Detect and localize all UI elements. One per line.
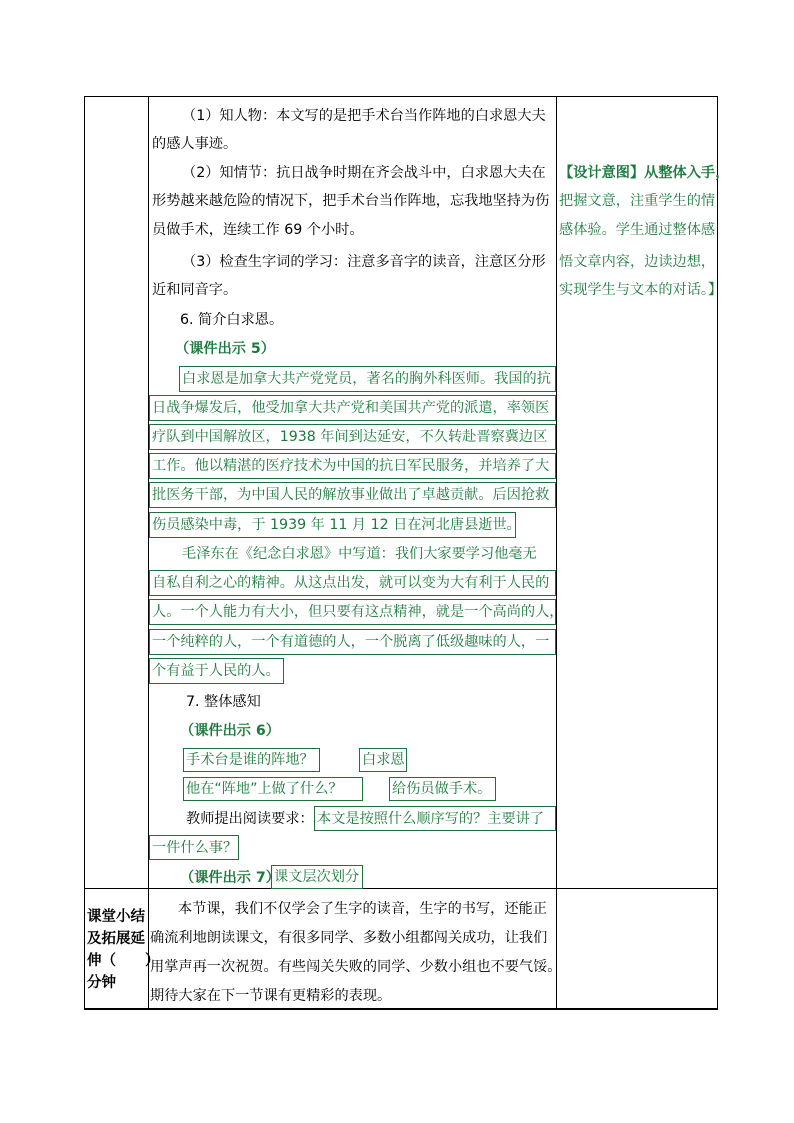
bio-line: 工作。他以精湛的医疗技术为中国的抗日军民服务，并培养了大 bbox=[152, 458, 550, 474]
step-7-heading: 7. 整体感知 bbox=[186, 694, 261, 710]
point-1-line-2: 的感人事迹。 bbox=[152, 136, 238, 152]
point-1-line-1: （1）知人物：本文写的是把手术台当作阵地的白求恩大夫 bbox=[182, 108, 546, 124]
table-col-divider-1 bbox=[148, 96, 149, 1010]
summary-text-line: 期待大家在下一节课有更精彩的表现。 bbox=[150, 988, 392, 1004]
table-row-divider bbox=[84, 888, 718, 889]
summary-label-line: 伸（ ） bbox=[87, 953, 160, 969]
teacher-requirement-prefix: 教师提出阅读要求： bbox=[186, 811, 314, 827]
table-border-top bbox=[84, 96, 718, 97]
teacher-question-line-1: 本文是按照什么顺序写的？主要讲了 bbox=[317, 811, 545, 827]
quote-line: 人。一个人能力有大小，但只要有这点精神，就是一个高尚的人， bbox=[152, 604, 564, 620]
answer-2: 给伤员做手术。 bbox=[392, 781, 492, 797]
quote-line: 毛泽东在《纪念白求恩》中写道：我们大家要学习他毫无 bbox=[182, 546, 537, 562]
design-note-line: 实现学生与文本的对话。】 bbox=[559, 282, 723, 298]
quote-line: 个有益于人民的人。 bbox=[152, 663, 280, 679]
design-note-line: 悟文章内容，边读边想， bbox=[559, 254, 716, 270]
question-1: 手术台是谁的阵地？ bbox=[186, 752, 314, 768]
point-2-line-3: 员做手术，连续工作 69 个小时。 bbox=[152, 222, 364, 238]
point-2-line-1: （2）知情节：抗日战争时期在齐会战斗中，白求恩大夫在 bbox=[182, 165, 546, 181]
quote-line: 自私自利之心的精神。从这点出发，就可以变为大有利于人民的 bbox=[152, 575, 550, 591]
courseware-label-6: （课件出示 6） bbox=[180, 723, 280, 739]
question-2: 他在“阵地”上做了什么？ bbox=[186, 781, 343, 797]
design-note-line: 感体验。学生通过整体感 bbox=[559, 222, 716, 238]
bio-line: 日战争爆发后，他受加拿大共产党和美国共产党的派遣，率领医 bbox=[152, 400, 550, 416]
point-3-line-2: 近和同音字。 bbox=[152, 282, 238, 298]
bio-line: 批医务干部，为中国人民的解放事业做出了卓越贡献。后因抢救 bbox=[152, 487, 550, 503]
summary-text-line: 本节课，我们不仅学会了生字的读音，生字的书写，还能正 bbox=[178, 901, 547, 917]
summary-label-line: 及拓展延 bbox=[87, 931, 145, 947]
layer-division: 课文层次划分 bbox=[274, 869, 360, 885]
summary-label-line: 课堂小结 bbox=[87, 909, 145, 925]
point-3-line-1: （3）检查生字词的学习：注意多音字的读音，注意区分形 bbox=[182, 254, 546, 270]
answer-1: 白求恩 bbox=[362, 752, 405, 768]
quote-line: 一个纯粹的人，一个有道德的人，一个脱离了低级趣味的人，一 bbox=[152, 634, 550, 650]
table-border-right bbox=[717, 96, 718, 1010]
table-border-bottom bbox=[84, 1008, 718, 1010]
courseware-label-5: （课件出示 5） bbox=[175, 341, 275, 357]
design-note-line: 把握文意，注重学生的情 bbox=[559, 193, 716, 209]
courseware-label-7: （课件出示 7） bbox=[180, 870, 280, 886]
design-note-line: 【设计意图】从整体入手， bbox=[559, 165, 730, 181]
bio-line: 白求恩是加拿大共产党党员，著名的胸外科医师。我国的抗 bbox=[182, 371, 551, 387]
bio-line: 伤员感染中毒，于 1939 年 11 月 12 日在河北唐县逝世。 bbox=[152, 517, 521, 533]
summary-text-line: 确流利地朗读课文，有很多同学、多数小组都闯关成功，让我们 bbox=[150, 930, 548, 946]
table-col-divider-2 bbox=[556, 96, 557, 1010]
bio-line: 疗队到中国解放区，1938 年间到达延安，不久转赴晋察冀边区 bbox=[152, 429, 548, 445]
step-6-heading: 6. 简介白求恩。 bbox=[180, 312, 284, 328]
point-2-line-2: 形势越来越危险的情况下，把手术台当作阵地，忘我地坚持为伤 bbox=[152, 193, 550, 209]
summary-text-line: 用掌声再一次祝贺。有些闯关失败的同学、少数小组也不要气馁。 bbox=[150, 959, 562, 975]
table-border-left bbox=[84, 96, 85, 1010]
teacher-question-line-2: 一件什么事？ bbox=[152, 840, 238, 856]
summary-label-line: 分钟 bbox=[87, 975, 116, 991]
